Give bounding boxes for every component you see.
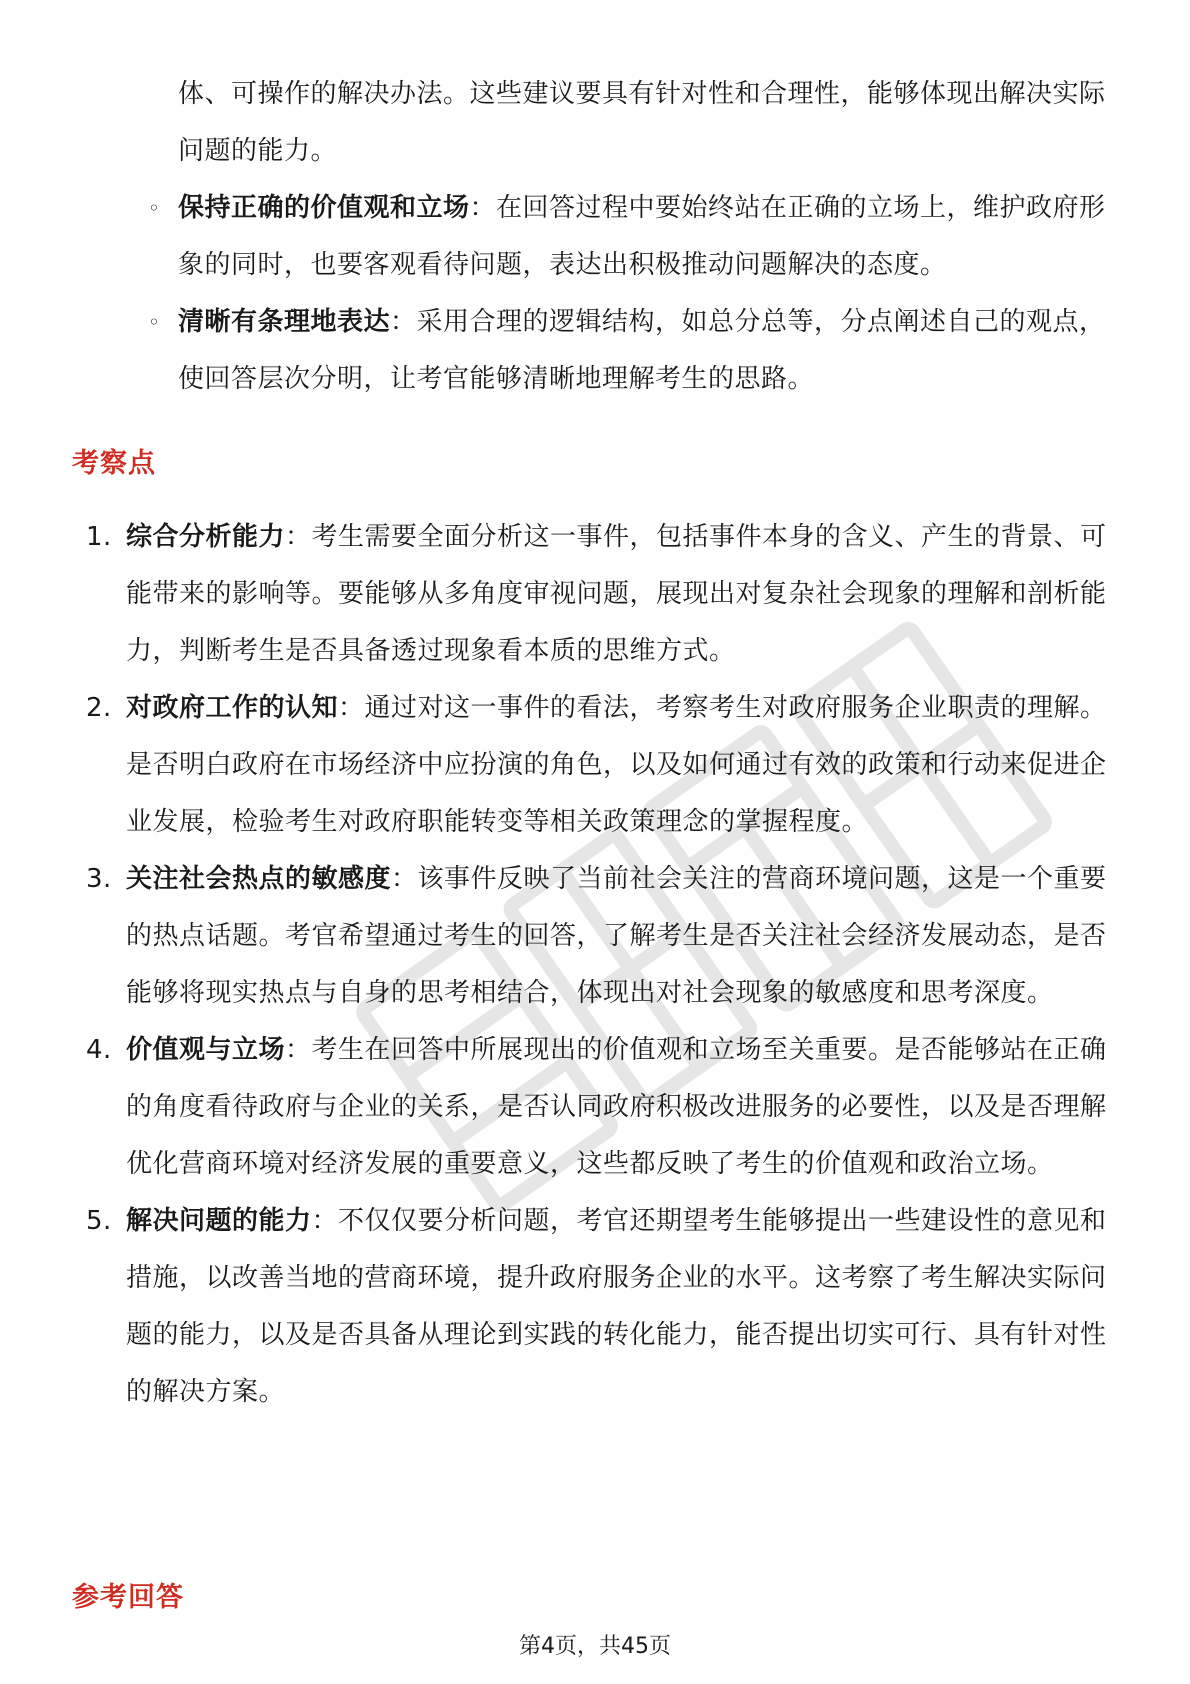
list-number: 5.: [86, 1206, 112, 1236]
bullet-list: [148, 66, 1123, 408]
bullet-lead: 清晰有条理地表达: [178, 307, 391, 337]
list-item: [86, 851, 1124, 1022]
bullet-lead: 保持正确的价值观和立场: [178, 193, 470, 223]
page-number-footer: 第4页，共45页: [519, 1634, 671, 1659]
bullet-marker: ◦: [148, 310, 161, 334]
item-text: ：通过对这一事件的看法，考察考生对政府服务企业职责的理解。是否明白政府在市场经济中应扮演的角色，以及如何通过有效的政策和行动来促进企业发展，检验考生对政府职能转变等相关政策理念的掌握程度。: [126, 693, 1107, 837]
item-text: ：考生需要全面分析这一事件，包括事件本身的含义、产生的背景、可能带来的影响等。要能够从多角度审视问题，展现出对复杂社会现象的理解和剖析能力，判断考生是否具备透过现象看本质的思维方式。: [126, 522, 1107, 666]
list-item: [86, 1022, 1124, 1193]
item-text: ：考生在回答中所展现出的价值观和立场至关重要。是否能够站在正确的角度看待政府与企业的关系，是否认同政府积极改进服务的必要性，以及是否理解优化营商环境对经济发展的重要意义，这些都反映了考生的价值观和政治立场。: [126, 1035, 1107, 1179]
list-number: 1.: [86, 522, 112, 552]
item-lead: 关注社会热点的敏感度: [126, 864, 392, 894]
item-lead: 解决问题的能力: [126, 1206, 312, 1236]
list-item: [86, 680, 1124, 851]
item-lead: 综合分析能力: [126, 522, 286, 552]
assessment-points-list: [86, 509, 1124, 1421]
item-text: ：不仅仅要分析问题，考官还期望考生能够提出一些建设性的意见和措施，以改善当地的营商环境，提升政府服务企业的水平。这考察了考生解决实际问题的能力，以及是否具备从理论到实践的转化能力，能否提出切实可行、具有针对性的解决方案。: [126, 1206, 1107, 1407]
list-item: [86, 1193, 1124, 1421]
item-text: ：该事件反映了当前社会关注的营商环境问题，这是一个重要的热点话题。考官希望通过考生的回答，了解考生是否关注社会经济发展动态，是否能够将现实热点与自身的思考相结合，体现出对社会现象的敏感度和思考深度。: [126, 864, 1107, 1008]
bullet-text: ：采用合理的逻辑结构，如总分总等，分点阐述自己的观点，使回答层次分明，让考官能够清晰地理解考生的思路。: [178, 307, 1106, 394]
list-number: 3.: [86, 864, 112, 894]
section-heading-reference-answer: 参考回答: [72, 1582, 184, 1613]
bullet-item-expression: [148, 294, 1123, 408]
list-item: [86, 509, 1124, 680]
bullet-item-values: [148, 180, 1123, 294]
bullet-text: ：在回答过程中要始终站在正确的立场上，维护政府形象的同时，也要客观看待问题，表达出积极推动问题解决的态度。: [178, 193, 1106, 280]
list-number: 2.: [86, 693, 112, 723]
section-heading-assessment-points: 考察点: [72, 448, 156, 479]
list-number: 4.: [86, 1035, 112, 1065]
item-lead: 价值观与立场: [126, 1035, 286, 1065]
item-lead: 对政府工作的认知: [126, 693, 339, 723]
bullet-text: 体、可操作的解决办法。这些建议要具有针对性和合理性，能够体现出解决实际问题的能力。: [178, 79, 1106, 166]
bullet-marker: ◦: [148, 196, 161, 220]
bullet-item-continued: [178, 66, 1123, 180]
